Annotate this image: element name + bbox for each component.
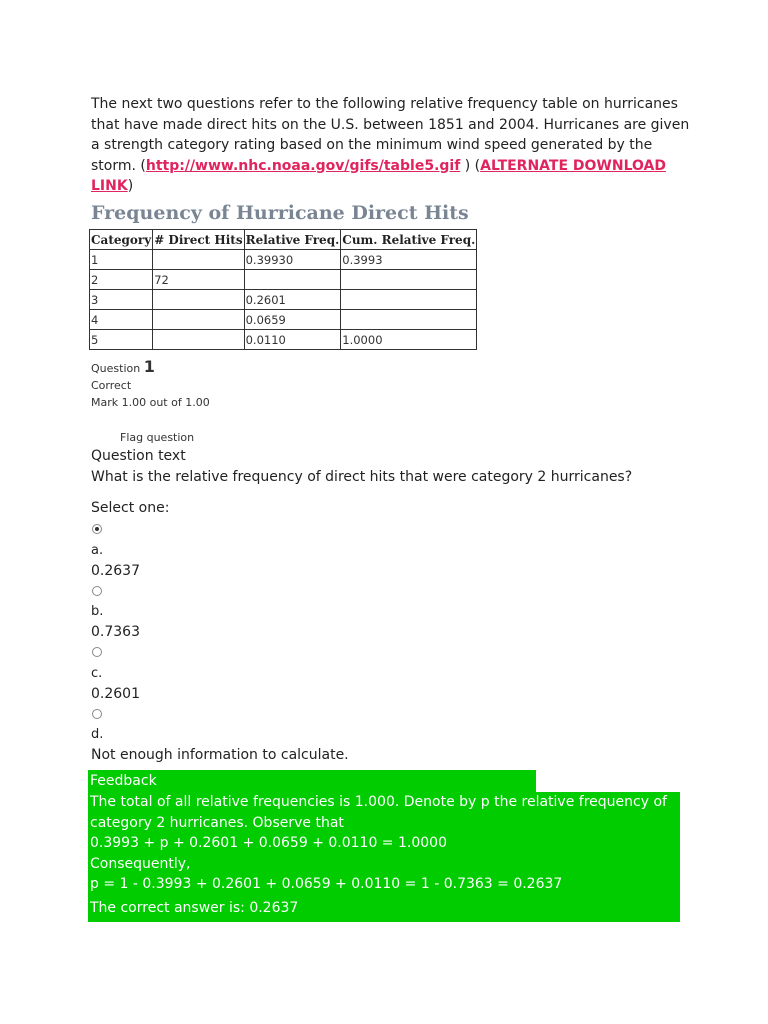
table-row — [90, 250, 477, 270]
table-cell — [153, 330, 244, 350]
question-text: What is the relative frequency of direct hits that were category 2 hurricanes? — [91, 469, 633, 485]
table-cell: 1.0000 — [341, 330, 477, 350]
option-a-letter: a. — [91, 543, 104, 558]
question-label: Question — [91, 362, 141, 375]
table-cell: 1 — [90, 250, 153, 270]
intro-text-mid: ) ( — [460, 157, 481, 174]
table-cell: 2 — [90, 270, 153, 290]
table-title: Frequency of Hurricane Direct Hits — [91, 202, 469, 224]
table-cell: 72 — [153, 270, 244, 290]
table-cell — [244, 270, 341, 290]
feedback-line: category 2 hurricanes. Observe that — [90, 814, 344, 831]
option-a-radio[interactable] — [92, 524, 102, 534]
table-cell: 0.39930 — [244, 250, 341, 270]
alternate-download-link[interactable]: ALTERNATE DOWNLOAD LINK — [91, 157, 666, 194]
table-cell: 3 — [90, 290, 153, 310]
option-c-text[interactable]: 0.2601 — [91, 686, 140, 702]
intro-paragraph — [91, 94, 691, 197]
table-cell — [153, 290, 244, 310]
table-cell — [153, 250, 244, 270]
table-cell: 0.2601 — [244, 290, 341, 310]
header-relative-freq: Relative Freq. — [244, 230, 341, 250]
header-cum-relative-freq: Cum. Relative Freq. — [341, 230, 477, 250]
table-cell — [341, 310, 477, 330]
feedback-body — [88, 792, 680, 922]
header-direct-hits: # Direct Hits — [153, 230, 244, 250]
feedback-heading: Feedback — [88, 770, 536, 792]
option-c-radio[interactable] — [92, 647, 102, 657]
frequency-table — [89, 229, 477, 350]
table-cell: 4 — [90, 310, 153, 330]
table-header-row — [90, 230, 477, 250]
table-cell: 5 — [90, 330, 153, 350]
table-cell: 0.0659 — [244, 310, 341, 330]
question-text-heading: Question text — [91, 448, 186, 464]
feedback-line: 0.3993 + p + 0.2601 + 0.0659 + 0.0110 = 1.0000 — [90, 835, 447, 851]
table-row — [90, 290, 477, 310]
feedback-line: p = 1 - 0.3993 + 0.2601 + 0.0659 + 0.0110 = 1 - 0.7363 = 0.2637 — [90, 876, 563, 892]
question-number: 1 — [143, 357, 155, 376]
table-row — [90, 270, 477, 290]
correct-answer: The correct answer is: 0.2637 — [90, 899, 299, 916]
table-row — [90, 310, 477, 330]
header-category: Category — [90, 230, 153, 250]
table-cell — [153, 310, 244, 330]
option-d-radio[interactable] — [92, 709, 102, 719]
question-info — [91, 358, 210, 411]
option-a-text[interactable]: 0.2637 — [91, 563, 140, 579]
flag-question-link[interactable]: Flag question — [120, 431, 195, 444]
option-d-text[interactable]: Not enough information to calculate. — [91, 747, 349, 763]
intro-text: The next two questions refer to the following relative frequency table on hurricanes that have made direct hits on the U.S. between 1851 and 2004. Hurricanes are given a strength category rating based on the minimum wind speed generated by the storm. ( — [91, 96, 690, 174]
table-row — [90, 330, 477, 350]
question-status: Correct — [91, 379, 132, 392]
option-c-letter: c. — [91, 666, 103, 681]
table-cell: 0.0110 — [244, 330, 341, 350]
question-number-line — [91, 358, 210, 377]
option-b-text[interactable]: 0.7363 — [91, 624, 140, 640]
question-mark: Mark 1.00 out of 1.00 — [91, 396, 210, 409]
table-link[interactable]: http://www.nhc.noaa.gov/gifs/table5.gif — [145, 157, 461, 174]
option-b-letter: b. — [91, 604, 104, 619]
option-d-letter: d. — [91, 727, 104, 742]
select-one-label: Select one: — [91, 500, 170, 516]
feedback-line: The total of all relative frequencies is 1.000. Denote by p the relative frequency of — [90, 794, 667, 810]
option-b-radio[interactable] — [92, 586, 102, 596]
table-cell: 0.3993 — [341, 250, 477, 270]
intro-text-end: ) — [127, 178, 134, 194]
feedback-line: Consequently, — [90, 855, 191, 872]
table-cell — [341, 270, 477, 290]
table-cell — [341, 290, 477, 310]
